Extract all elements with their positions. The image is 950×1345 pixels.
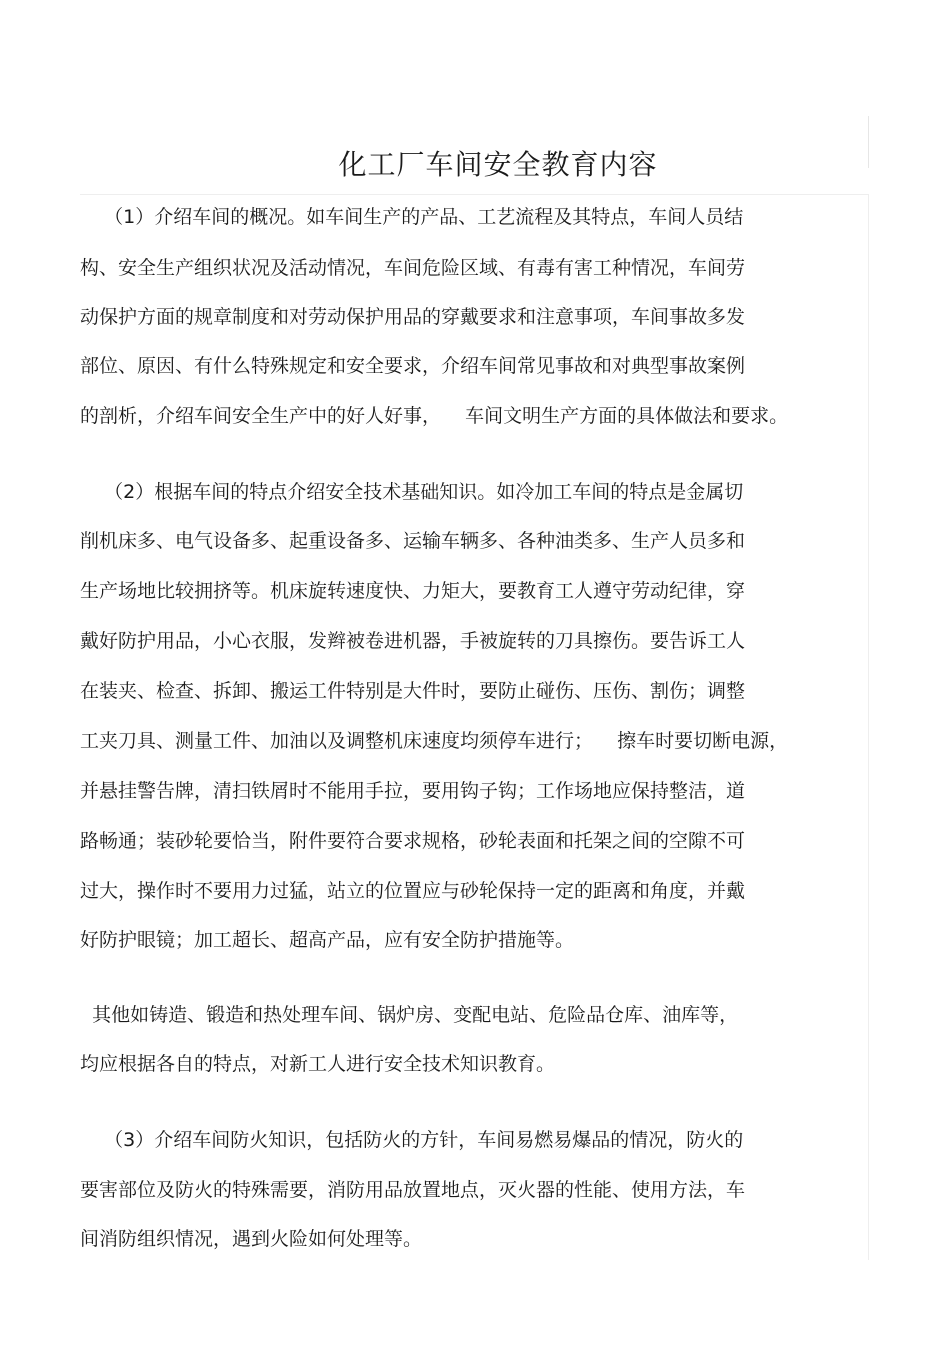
text-line: （3）介绍车间防火知识，包括防火的方针，车间易燃易爆品的情况，防火的: [80, 1129, 744, 1151]
divider-vertical: [868, 194, 869, 1260]
text-line: 动保护方面的规章制度和对劳动保护用品的穿戴要求和注意事项，车间事故多发: [80, 306, 746, 328]
text-line: 间消防组织情况，遇到火险如何处理等。: [80, 1228, 423, 1250]
text-line: 工夹刀具、测量工件、加油以及调整机床速度均须停车进行； 擦车时要切断电源，: [80, 730, 789, 752]
document-title: 化工厂车间安全教育内容: [338, 147, 658, 181]
text-line: 均应根据各自的特点，对新工人进行安全技术知识教育。: [80, 1053, 556, 1075]
text-line: （2）根据车间的特点介绍安全技术基础知识。如冷加工车间的特点是金属切: [80, 481, 744, 503]
text-line: 并悬挂警告牌，清扫铁屑时不能用手拉，要用钩子钩；工作场地应保持整洁，道: [80, 780, 746, 802]
text-line: 的剖析，介绍车间安全生产中的好人好事， 车间文明生产方面的具体做法和要求。: [80, 405, 789, 427]
text-line: 好防护眼镜；加工超长、超高产品，应有安全防护措施等。: [80, 929, 575, 951]
text-line: 在装夹、检查、拆卸、搬运工件特别是大件时，要防止碰伤、压伤、割伤；调整: [80, 680, 746, 702]
text-line: 戴好防护用品，小心衣服，发辫被卷进机器，手被旋转的刀具擦伤。要告诉工人: [80, 630, 746, 652]
text-line: 过大，操作时不要用力过猛，站立的位置应与砂轮保持一定的距离和角度，并戴: [80, 880, 746, 902]
text-line: 路畅通；装砂轮要恰当，附件要符合要求规格，砂轮表面和托架之间的空隙不可: [80, 830, 746, 852]
text-line: 要害部位及防火的特殊需要，消防用品放置地点，灭火器的性能、使用方法，车: [80, 1179, 746, 1201]
text-line: 构、安全生产组织状况及活动情况，车间危险区域、有毒有害工种情况，车间劳: [80, 257, 746, 279]
text-line: 削机床多、电气设备多、起重设备多、运输车辆多、各种油类多、生产人员多和: [80, 530, 746, 552]
text-line: （1）介绍车间的概况。如车间生产的产品、工艺流程及其特点，车间人员结: [80, 206, 744, 228]
text-line: 生产场地比较拥挤等。机床旋转速度快、力矩大，要教育工人遵守劳动纪律，穿: [80, 580, 746, 602]
divider-horizontal: [80, 194, 869, 195]
text-line: 其他如铸造、锻造和热处理车间、锅炉房、变配电站、危险品仓库、油库等，: [80, 1004, 739, 1026]
text-line: 部位、原因、有什么特殊规定和安全要求，介绍车间常见事故和对典型事故案例: [80, 355, 746, 377]
